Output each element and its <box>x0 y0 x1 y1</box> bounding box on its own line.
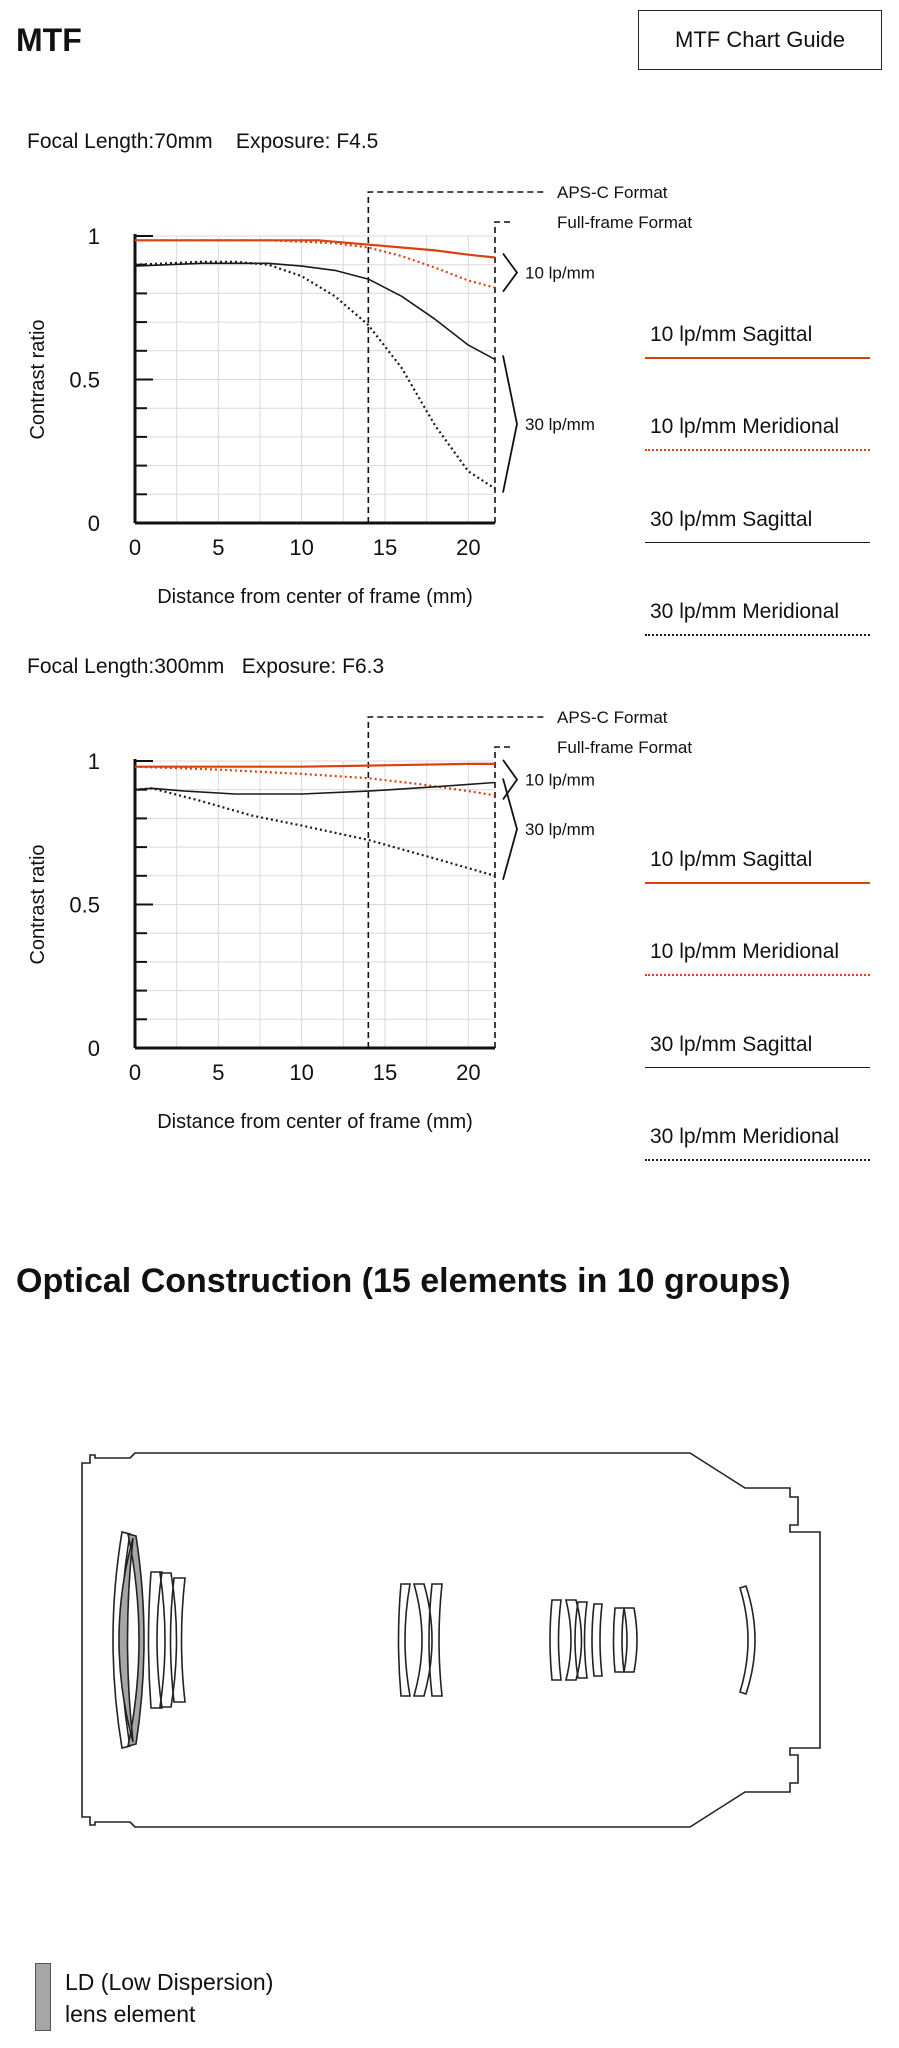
mtf-chart-300mm <box>0 643 899 1163</box>
legend-label: 10 lp/mm Sagittal <box>650 848 813 871</box>
x-tick-label: 5 <box>212 535 225 560</box>
lp10-annotation-label: 10 lp/mm <box>525 770 595 790</box>
x-tick-label: 20 <box>456 1060 481 1085</box>
lens-element-2b-ld <box>119 1538 133 1742</box>
y-tick-label: 0 <box>87 1036 100 1061</box>
lens-element-12 <box>592 1604 602 1676</box>
lp30-annotation-label: 30 lp/mm <box>525 820 595 840</box>
legend-label: 30 lp/mm Sagittal <box>650 508 813 531</box>
mtf-heading: MTF <box>16 22 82 58</box>
ld-legend-line-1: LD (Low Dispersion) <box>65 1969 274 1995</box>
ld-legend-line-2: lens element <box>65 2001 196 2027</box>
ld-legend-text <box>65 1966 273 2030</box>
x-tick-label: 0 <box>128 535 142 560</box>
legend-label: 30 lp/mm Sagittal <box>650 1033 813 1056</box>
legend-line-solid-orange <box>645 357 870 359</box>
x-tick-label: 0 <box>128 1060 142 1085</box>
legend-line-dotted-orange <box>645 974 870 976</box>
lens-element-9 <box>550 1600 561 1680</box>
lens-element-8 <box>429 1584 442 1696</box>
lens-barrel-outline <box>82 1453 820 1827</box>
legend-label: 10 lp/mm Meridional <box>650 415 840 438</box>
lp30-annotation-label: 30 lp/mm <box>525 414 595 434</box>
y-tick-label: 1 <box>87 224 100 249</box>
apsc-format-label: APS-C Format <box>557 183 668 202</box>
legend-label: 10 lp/mm Meridional <box>650 940 840 963</box>
y-axis-label: Contrast ratio <box>27 319 49 440</box>
x-axis-label: Distance from center of frame (mm) <box>157 1111 473 1133</box>
lp10-annotation-bracket <box>503 760 517 800</box>
mtf-chart-guide-button[interactable]: MTF Chart Guide <box>638 10 882 70</box>
series-line <box>135 788 495 876</box>
y-tick-label: 1 <box>87 749 100 774</box>
fullframe-format-label: Full-frame Format <box>557 738 693 757</box>
x-tick-label: 10 <box>289 535 314 560</box>
x-tick-label: 10 <box>289 1060 314 1085</box>
x-axis-label: Distance from center of frame (mm) <box>157 586 473 608</box>
chart-subtitle: Focal Length:300mm Exposure: F6.3 <box>27 655 385 678</box>
fullframe-format-label: Full-frame Format <box>557 213 693 232</box>
legend-line-solid-black <box>645 542 870 543</box>
optical-construction-heading: Optical Construction (15 elements in 10 groups) <box>16 1262 791 1300</box>
lens-element-3 <box>149 1572 163 1708</box>
lens-element-13 <box>614 1608 625 1672</box>
apsc-format-label: APS-C Format <box>557 708 668 727</box>
apsc-boundary-line <box>368 717 545 1048</box>
lens-element-4 <box>160 1573 177 1707</box>
lp10-annotation-label: 10 lp/mm <box>525 263 595 283</box>
legend-line-dotted-black <box>645 1159 870 1161</box>
legend-label: 30 lp/mm Meridional <box>650 1125 840 1148</box>
lp30-annotation-bracket <box>503 779 517 880</box>
lens-element-5 <box>171 1578 186 1702</box>
legend-line-solid-black <box>645 1067 870 1068</box>
mtf-plot <box>0 118 899 638</box>
legend-label: 10 lp/mm Sagittal <box>650 323 813 346</box>
y-tick-label: 0.5 <box>69 892 100 918</box>
mtf-chart-70mm <box>0 118 899 638</box>
series-line <box>135 263 495 359</box>
apsc-boundary-line <box>368 192 545 523</box>
series-line <box>135 783 495 795</box>
lp10-annotation-bracket <box>503 254 517 292</box>
legend-line-solid-orange <box>645 882 870 884</box>
legend-line-dotted-orange <box>645 449 870 451</box>
lp30-annotation-bracket <box>503 355 517 492</box>
legend-label: 30 lp/mm Meridional <box>650 600 840 623</box>
x-tick-label: 15 <box>372 1060 398 1085</box>
lens-element-15 <box>740 1586 755 1694</box>
y-axis-label: Contrast ratio <box>27 844 49 965</box>
y-tick-label: 0.5 <box>69 367 100 393</box>
series-line <box>135 764 495 767</box>
lens-diagram <box>0 1400 899 1880</box>
legend-line-dotted-black <box>645 634 870 636</box>
chart-subtitle: Focal Length:70mm Exposure: F4.5 <box>27 130 379 153</box>
fullframe-boundary-line <box>495 222 510 523</box>
y-tick-label: 0 <box>87 511 100 536</box>
series-line <box>135 262 495 489</box>
x-tick-label: 20 <box>456 535 481 560</box>
mtf-plot <box>0 643 899 1163</box>
x-tick-label: 5 <box>212 1060 225 1085</box>
lens-element-6 <box>399 1584 411 1696</box>
x-tick-label: 15 <box>372 535 398 560</box>
lens-element-10 <box>566 1600 582 1680</box>
lens-element-14 <box>624 1608 637 1672</box>
ld-legend-swatch <box>35 1963 51 2031</box>
